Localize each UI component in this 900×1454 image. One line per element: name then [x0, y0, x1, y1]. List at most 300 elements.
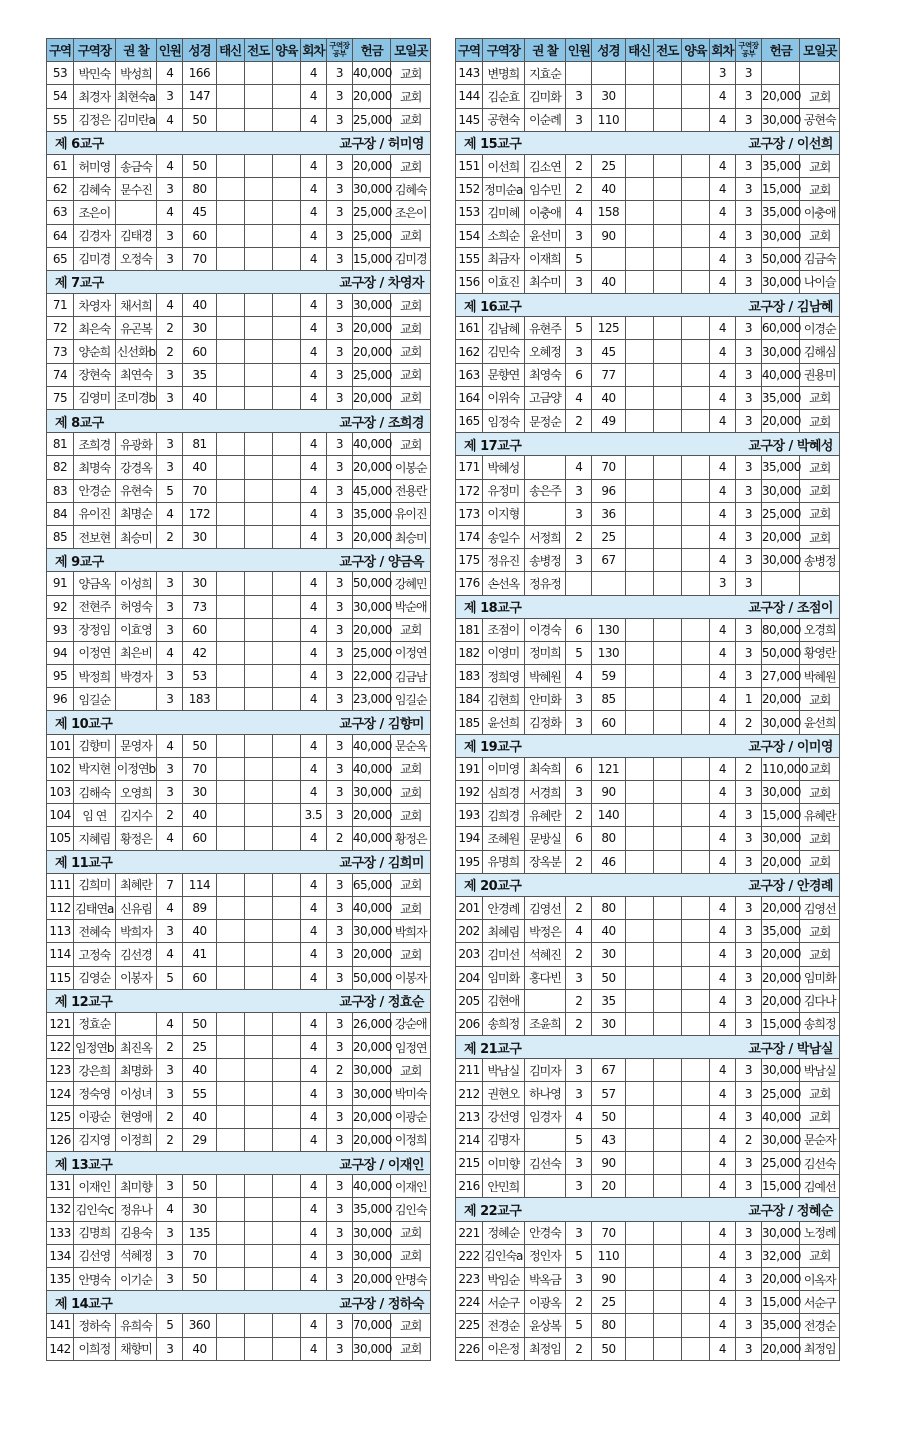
group-header-cell — [47, 989, 431, 1012]
group-header-row — [456, 294, 840, 317]
table-row — [456, 1128, 840, 1151]
cell-evangelism — [244, 1105, 272, 1128]
cell-offering: 20,000 — [761, 1337, 800, 1360]
cell-offering: 40,000 — [352, 734, 391, 757]
cell-leader-study: 3 — [735, 1314, 761, 1337]
cell-offering: 20,000 — [761, 943, 800, 966]
cell-members: 4 — [157, 734, 183, 757]
cell-evangelism — [244, 827, 272, 850]
cell-bible: 60 — [183, 224, 216, 247]
cell-leader-study: 3 — [326, 386, 352, 409]
cell-offering: 30,000 — [761, 224, 800, 247]
cell-leader-study: 3 — [326, 1105, 352, 1128]
cell-assistant: 이성녀 — [115, 1082, 157, 1105]
header-offering: 헌금 — [761, 39, 800, 62]
cell-members: 4 — [566, 456, 592, 479]
cell-evangelism — [653, 804, 681, 827]
cell-assistant: 유혜란 — [524, 804, 566, 827]
cell-evangelism — [653, 62, 681, 85]
cell-venue: 교회 — [391, 757, 431, 780]
cell-leader: 이선희 — [483, 154, 525, 177]
cell-bible: 81 — [183, 433, 216, 456]
cell-leader: 이광순 — [74, 1105, 116, 1128]
cell-offering: 30,000 — [761, 340, 800, 363]
cell-members: 3 — [566, 1267, 592, 1290]
cell-evangelism — [244, 572, 272, 595]
cell-leader: 강선영 — [483, 1105, 525, 1128]
cell-district-no: 75 — [47, 386, 74, 409]
cell-members: 6 — [566, 618, 592, 641]
header-nurture: 양육 — [681, 39, 709, 62]
cell-district-no: 112 — [47, 896, 74, 919]
cell-members: 5 — [566, 247, 592, 270]
cell-leader: 임미화 — [483, 966, 525, 989]
cell-leader: 전보현 — [74, 525, 116, 548]
cell-members: 4 — [157, 896, 183, 919]
table-row — [47, 1128, 431, 1151]
cell-offering: 20,000 — [761, 896, 800, 919]
cell-bible: 60 — [183, 340, 216, 363]
table-row — [456, 1152, 840, 1175]
cell-leader: 정숙영 — [74, 1082, 116, 1105]
cell-district-no: 92 — [47, 595, 74, 618]
cell-venue: 교회 — [391, 363, 431, 386]
cell-nurture — [272, 294, 300, 317]
cell-district-no: 142 — [47, 1337, 74, 1360]
cell-district-no: 214 — [456, 1128, 483, 1151]
cell-leader-study: 3 — [326, 896, 352, 919]
cell-nurture — [681, 781, 709, 804]
cell-evangelism — [244, 1337, 272, 1360]
cell-assistant: 김정화 — [524, 711, 566, 734]
cell-evangelism — [653, 247, 681, 270]
cell-evangelism — [244, 665, 272, 688]
cell-offering: 30,000 — [352, 920, 391, 943]
cell-session: 4 — [709, 804, 735, 827]
cell-leader-study: 3 — [735, 618, 761, 641]
cell-taesin — [625, 247, 653, 270]
cell-offering: 65,000 — [352, 873, 391, 896]
group-leader: 교구장 / 이선희 — [748, 137, 833, 153]
cell-offering: 30,000 — [761, 270, 800, 293]
cell-nurture — [272, 1036, 300, 1059]
group-name: 제 14교구 — [55, 1296, 113, 1312]
cell-session: 4 — [709, 85, 735, 108]
cell-taesin — [216, 1036, 244, 1059]
cell-venue: 교회 — [391, 294, 431, 317]
group-leader: 교구장 / 정하숙 — [339, 1296, 424, 1312]
district-table-left — [46, 38, 431, 1361]
cell-nurture — [681, 525, 709, 548]
cell-assistant: 김소연 — [524, 154, 566, 177]
cell-nurture — [272, 1221, 300, 1244]
table-row — [47, 1036, 431, 1059]
cell-bible: 40 — [183, 920, 216, 943]
cell-leader-study: 3 — [735, 665, 761, 688]
cell-evangelism — [244, 920, 272, 943]
cell-district-no: 193 — [456, 804, 483, 827]
group-header-cell — [456, 131, 840, 154]
cell-evangelism — [244, 1267, 272, 1290]
cell-offering: 40,000 — [761, 363, 800, 386]
cell-district-no: 122 — [47, 1036, 74, 1059]
cell-bible: 40 — [183, 1105, 216, 1128]
cell-bible: 89 — [183, 896, 216, 919]
group-header-row — [456, 433, 840, 456]
table-row — [47, 340, 431, 363]
cell-offering: 20,000 — [761, 85, 800, 108]
cell-assistant — [115, 1012, 157, 1035]
header-venue: 모일곳 — [800, 39, 840, 62]
cell-bible: 121 — [592, 757, 625, 780]
cell-leader: 김향미 — [74, 734, 116, 757]
cell-offering: 22,000 — [352, 665, 391, 688]
cell-district-no: 175 — [456, 549, 483, 572]
cell-bible: 50 — [183, 108, 216, 131]
cell-assistant: 문방실 — [524, 827, 566, 850]
cell-evangelism — [653, 154, 681, 177]
cell-nurture — [681, 108, 709, 131]
group-leader: 교구장 / 양금옥 — [339, 554, 424, 570]
cell-leader: 김현희 — [483, 688, 525, 711]
cell-nurture — [681, 572, 709, 595]
group-header-cell — [456, 734, 840, 757]
cell-leader: 김민숙 — [483, 340, 525, 363]
cell-bible: 183 — [183, 688, 216, 711]
cell-evangelism — [653, 920, 681, 943]
cell-evangelism — [653, 688, 681, 711]
cell-offering: 20,000 — [352, 1267, 391, 1290]
cell-assistant: 이경숙 — [524, 618, 566, 641]
table-row — [456, 525, 840, 548]
cell-leader: 정유진 — [483, 549, 525, 572]
header-leader-study: 구역장 공부 — [735, 39, 761, 62]
group-name: 제 11교구 — [55, 856, 113, 872]
cell-district-no: 176 — [456, 572, 483, 595]
cell-leader: 안민희 — [483, 1175, 525, 1198]
cell-session: 4 — [300, 572, 326, 595]
cell-assistant: 문영자 — [115, 734, 157, 757]
group-header-cell — [456, 294, 840, 317]
table-row — [456, 943, 840, 966]
cell-leader-study: 3 — [735, 247, 761, 270]
table-row — [456, 989, 840, 1012]
cell-district-no: 151 — [456, 154, 483, 177]
cell-offering: 20,000 — [352, 85, 391, 108]
cell-leader: 최명숙 — [74, 456, 116, 479]
cell-nurture — [272, 572, 300, 595]
cell-leader-study: 3 — [735, 989, 761, 1012]
cell-district-no: 131 — [47, 1175, 74, 1198]
cell-taesin — [625, 850, 653, 873]
cell-leader: 조혜원 — [483, 827, 525, 850]
cell-district-no: 171 — [456, 456, 483, 479]
cell-district-no: 174 — [456, 525, 483, 548]
cell-evangelism — [653, 1175, 681, 1198]
cell-venue: 교회 — [391, 433, 431, 456]
table-row — [47, 688, 431, 711]
group-header-row — [47, 1291, 431, 1314]
cell-leader: 공현숙 — [483, 108, 525, 131]
cell-members: 5 — [566, 1244, 592, 1267]
cell-assistant: 김미란a — [115, 108, 157, 131]
header-row — [47, 39, 431, 62]
cell-evangelism — [244, 247, 272, 270]
group-header-cell — [456, 873, 840, 896]
cell-session: 4 — [709, 317, 735, 340]
cell-taesin — [625, 154, 653, 177]
cell-leader: 송희정 — [483, 1012, 525, 1035]
cell-venue: 임정연 — [391, 1036, 431, 1059]
cell-session: 4 — [300, 595, 326, 618]
cell-members: 2 — [566, 850, 592, 873]
cell-evangelism — [653, 1244, 681, 1267]
cell-venue: 이정연 — [391, 641, 431, 664]
cell-leader-study: 3 — [326, 1314, 352, 1337]
cell-venue: 전용란 — [391, 479, 431, 502]
cell-bible: 25 — [592, 154, 625, 177]
cell-nurture — [681, 1337, 709, 1360]
table-row — [47, 943, 431, 966]
cell-taesin — [216, 595, 244, 618]
cell-leader-study: 3 — [735, 943, 761, 966]
cell-leader-study: 3 — [326, 966, 352, 989]
cell-assistant: 신선화b — [115, 340, 157, 363]
cell-taesin — [625, 1128, 653, 1151]
cell-offering: 35,000 — [352, 1198, 391, 1221]
cell-bible: 85 — [592, 688, 625, 711]
cell-venue: 김선숙 — [800, 1152, 840, 1175]
cell-venue: 교회 — [800, 386, 840, 409]
table-row — [456, 1337, 840, 1360]
cell-bible: 30 — [183, 781, 216, 804]
cell-offering: 30,000 — [761, 711, 800, 734]
cell-bible: 125 — [592, 317, 625, 340]
cell-district-no: 195 — [456, 850, 483, 873]
cell-venue: 김해심 — [800, 340, 840, 363]
cell-taesin — [625, 804, 653, 827]
cell-district-no: 124 — [47, 1082, 74, 1105]
cell-leader: 박정희 — [74, 665, 116, 688]
cell-members: 4 — [566, 665, 592, 688]
cell-venue: 교회 — [391, 1059, 431, 1082]
cell-nurture — [681, 62, 709, 85]
cell-session: 4 — [709, 688, 735, 711]
cell-district-no: 205 — [456, 989, 483, 1012]
cell-district-no: 71 — [47, 294, 74, 317]
cell-session: 4 — [709, 896, 735, 919]
table-row — [456, 920, 840, 943]
cell-bible: 43 — [592, 1128, 625, 1151]
cell-bible: 57 — [592, 1082, 625, 1105]
cell-assistant: 송금숙 — [115, 154, 157, 177]
cell-leader: 김남혜 — [483, 317, 525, 340]
cell-offering: 15,000 — [761, 1175, 800, 1198]
cell-session: 4 — [300, 154, 326, 177]
cell-session: 4 — [300, 363, 326, 386]
cell-assistant: 이성희 — [115, 572, 157, 595]
cell-nurture — [272, 920, 300, 943]
cell-evangelism — [653, 270, 681, 293]
cell-nurture — [681, 966, 709, 989]
cell-district-no: 63 — [47, 201, 74, 224]
group-leader: 교구장 / 허미영 — [339, 137, 424, 153]
cell-session: 4 — [709, 247, 735, 270]
cell-leader-study: 3 — [326, 1036, 352, 1059]
cell-venue: 박순애 — [391, 595, 431, 618]
table-row — [456, 896, 840, 919]
cell-session: 4 — [300, 433, 326, 456]
cell-leader-study: 3 — [735, 1244, 761, 1267]
cell-taesin — [625, 1175, 653, 1198]
cell-members: 3 — [157, 433, 183, 456]
cell-evangelism — [244, 1128, 272, 1151]
cell-session: 4 — [709, 201, 735, 224]
cell-members: 3 — [157, 920, 183, 943]
cell-venue: 김금남 — [391, 665, 431, 688]
cell-district-no: 222 — [456, 1244, 483, 1267]
cell-assistant: 채향미 — [115, 1337, 157, 1360]
header-bible: 성경 — [592, 39, 625, 62]
cell-offering: 70,000 — [352, 1314, 391, 1337]
cell-taesin — [625, 920, 653, 943]
cell-evangelism — [653, 1082, 681, 1105]
cell-members: 3 — [566, 1082, 592, 1105]
cell-nurture — [681, 502, 709, 525]
table-row — [47, 1221, 431, 1244]
cell-leader: 조은이 — [74, 201, 116, 224]
header-taesin: 태신 — [625, 39, 653, 62]
cell-venue: 교회 — [800, 943, 840, 966]
cell-bible: 30 — [592, 1012, 625, 1035]
cell-bible: 35 — [183, 363, 216, 386]
group-header-cell — [456, 595, 840, 618]
cell-evangelism — [244, 154, 272, 177]
cell-members: 3 — [157, 1221, 183, 1244]
cell-evangelism — [653, 1267, 681, 1290]
cell-taesin — [216, 1059, 244, 1082]
cell-offering: 25,000 — [761, 502, 800, 525]
cell-venue: 교회 — [800, 502, 840, 525]
cell-assistant: 지효순 — [524, 62, 566, 85]
cell-district-no: 163 — [456, 363, 483, 386]
cell-assistant: 이기순 — [115, 1267, 157, 1290]
cell-bible: 70 — [592, 456, 625, 479]
cell-evangelism — [244, 294, 272, 317]
cell-venue: 임길순 — [391, 688, 431, 711]
cell-taesin — [216, 966, 244, 989]
cell-evangelism — [244, 688, 272, 711]
cell-taesin — [216, 1221, 244, 1244]
cell-offering: 20,000 — [761, 1267, 800, 1290]
cell-venue: 서순구 — [800, 1291, 840, 1314]
cell-district-no: 103 — [47, 781, 74, 804]
cell-district-no: 91 — [47, 572, 74, 595]
cell-venue: 교회 — [391, 896, 431, 919]
cell-district-no: 135 — [47, 1267, 74, 1290]
table-row — [47, 456, 431, 479]
cell-assistant — [524, 502, 566, 525]
cell-district-no: 216 — [456, 1175, 483, 1198]
cell-offering: 15,000 — [761, 804, 800, 827]
cell-members: 5 — [566, 1128, 592, 1151]
table-row — [456, 247, 840, 270]
cell-leader-study: 3 — [326, 618, 352, 641]
cell-assistant: 오혜정 — [524, 340, 566, 363]
cell-evangelism — [244, 595, 272, 618]
cell-taesin — [625, 989, 653, 1012]
cell-venue: 이봉자 — [391, 966, 431, 989]
cell-district-no: 206 — [456, 1012, 483, 1035]
cell-venue: 교회 — [391, 224, 431, 247]
cell-offering: 30,000 — [761, 827, 800, 850]
header-evangelism: 전도 — [653, 39, 681, 62]
cell-bible — [592, 247, 625, 270]
cell-nurture — [272, 943, 300, 966]
cell-session: 4 — [300, 1198, 326, 1221]
cell-nurture — [272, 966, 300, 989]
cell-venue: 강순애 — [391, 1012, 431, 1035]
cell-venue: 교회 — [391, 1337, 431, 1360]
cell-district-no: 223 — [456, 1267, 483, 1290]
table-row — [47, 85, 431, 108]
cell-taesin — [216, 1128, 244, 1151]
cell-district-no: 144 — [456, 85, 483, 108]
group-leader: 교구장 / 김남혜 — [748, 299, 833, 315]
cell-leader-study: 3 — [735, 896, 761, 919]
cell-district-no: 191 — [456, 757, 483, 780]
cell-leader: 김지영 — [74, 1128, 116, 1151]
cell-session: 4 — [709, 618, 735, 641]
cell-bible: 55 — [183, 1082, 216, 1105]
cell-bible: 50 — [183, 1012, 216, 1035]
cell-bible: 25 — [592, 1291, 625, 1314]
cell-nurture — [272, 1012, 300, 1035]
cell-district-no: 82 — [47, 456, 74, 479]
cell-leader-study: 2 — [735, 757, 761, 780]
cell-taesin — [625, 1314, 653, 1337]
cell-evangelism — [244, 804, 272, 827]
cell-leader: 김인숙c — [74, 1198, 116, 1221]
cell-members: 2 — [157, 525, 183, 548]
cell-assistant: 박희자 — [115, 920, 157, 943]
cell-session: 4 — [300, 757, 326, 780]
group-header-cell — [47, 850, 431, 873]
cell-assistant: 송은주 — [524, 479, 566, 502]
cell-evangelism — [653, 665, 681, 688]
cell-session: 4 — [300, 525, 326, 548]
cell-taesin — [216, 572, 244, 595]
cell-taesin — [216, 665, 244, 688]
cell-taesin — [625, 827, 653, 850]
cell-session: 4 — [709, 525, 735, 548]
cell-session: 4 — [300, 1221, 326, 1244]
cell-assistant: 채서희 — [115, 294, 157, 317]
cell-offering: 40,000 — [352, 433, 391, 456]
table-row — [47, 224, 431, 247]
cell-leader: 조점이 — [483, 618, 525, 641]
table-row — [456, 618, 840, 641]
cell-leader: 임 연 — [74, 804, 116, 827]
table-row — [456, 850, 840, 873]
cell-taesin — [216, 85, 244, 108]
cell-assistant: 김지수 — [115, 804, 157, 827]
cell-leader: 변명희 — [483, 62, 525, 85]
cell-members: 6 — [566, 363, 592, 386]
cell-taesin — [625, 711, 653, 734]
cell-assistant: 박혜원 — [524, 665, 566, 688]
cell-nurture — [681, 711, 709, 734]
